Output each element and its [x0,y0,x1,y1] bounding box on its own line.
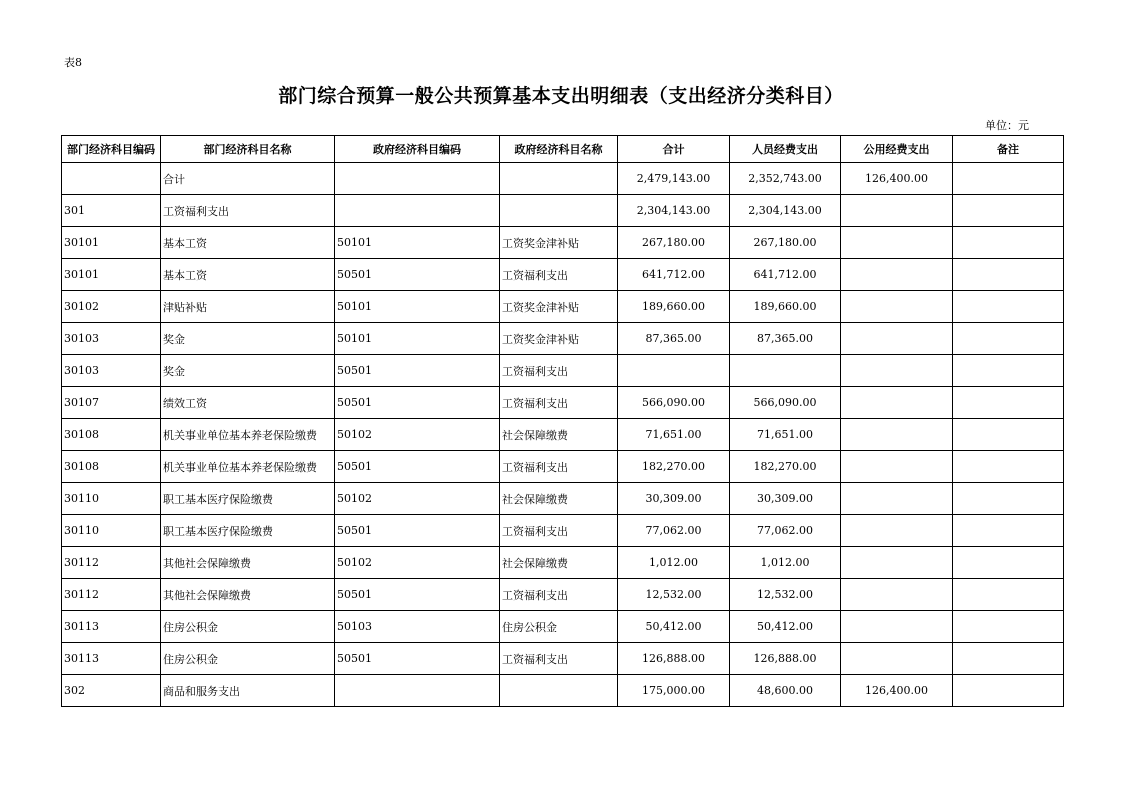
gov-name-cell: 工资福利支出 [500,643,618,675]
table-row [62,195,1064,227]
dept-name-cell: 其他社会保障缴费 [161,547,335,579]
note-cell [953,355,1064,387]
table-header-row [62,136,1064,163]
gov-name-cell: 住房公积金 [500,611,618,643]
gov-name-cell [500,163,618,195]
dept-name-cell: 合计 [161,163,335,195]
column-header: 人员经费支出 [730,136,841,163]
table-row [62,675,1064,707]
gov-code-cell: 50103 [335,611,500,643]
total-cell: 566,090.00 [618,387,730,419]
total-cell: 182,270.00 [618,451,730,483]
public-cell [841,355,953,387]
gov-code-cell: 50501 [335,451,500,483]
gov-code-cell: 50101 [335,323,500,355]
dept-code-cell: 301 [62,195,161,227]
personnel-cell: 30,309.00 [730,483,841,515]
dept-name-cell: 职工基本医疗保险缴费 [161,483,335,515]
total-cell: 30,309.00 [618,483,730,515]
column-header: 公用经费支出 [841,136,953,163]
note-cell [953,387,1064,419]
note-cell [953,227,1064,259]
total-cell: 77,062.00 [618,515,730,547]
public-cell [841,323,953,355]
budget-table [61,135,1064,707]
dept-code-cell: 30107 [62,387,161,419]
public-cell [841,419,953,451]
dept-name-cell: 其他社会保障缴费 [161,579,335,611]
gov-code-cell: 50501 [335,643,500,675]
table-row [62,643,1064,675]
gov-name-cell [500,675,618,707]
dept-name-cell: 基本工资 [161,227,335,259]
note-cell [953,515,1064,547]
gov-code-cell: 50501 [335,515,500,547]
dept-code-cell: 30101 [62,227,161,259]
personnel-cell [730,355,841,387]
public-cell [841,451,953,483]
gov-name-cell: 工资奖金津补贴 [500,291,618,323]
total-cell: 2,479,143.00 [618,163,730,195]
gov-name-cell: 工资福利支出 [500,387,618,419]
table-row [62,483,1064,515]
table-row [62,579,1064,611]
total-cell: 2,304,143.00 [618,195,730,227]
public-cell [841,227,953,259]
dept-code-cell: 30101 [62,259,161,291]
dept-code-cell: 30112 [62,579,161,611]
dept-name-cell: 绩效工资 [161,387,335,419]
table-row [62,323,1064,355]
note-cell [953,643,1064,675]
total-cell: 175,000.00 [618,675,730,707]
personnel-cell: 87,365.00 [730,323,841,355]
dept-code-cell: 30102 [62,291,161,323]
column-header: 政府经济科目名称 [500,136,618,163]
note-cell [953,259,1064,291]
dept-name-cell: 津贴补贴 [161,291,335,323]
total-cell: 50,412.00 [618,611,730,643]
total-cell: 641,712.00 [618,259,730,291]
note-cell [953,419,1064,451]
public-cell [841,259,953,291]
public-cell [841,195,953,227]
gov-name-cell [500,195,618,227]
note-cell [953,195,1064,227]
public-cell [841,579,953,611]
public-cell [841,547,953,579]
dept-code-cell: 30103 [62,355,161,387]
dept-code-cell [62,163,161,195]
total-cell: 87,365.00 [618,323,730,355]
note-cell [953,611,1064,643]
public-cell: 126,400.00 [841,163,953,195]
total-cell: 1,012.00 [618,547,730,579]
note-cell [953,163,1064,195]
gov-code-cell: 50501 [335,579,500,611]
gov-code-cell: 50102 [335,483,500,515]
personnel-cell: 189,660.00 [730,291,841,323]
dept-name-cell: 住房公积金 [161,643,335,675]
gov-name-cell: 工资福利支出 [500,259,618,291]
gov-name-cell: 工资福利支出 [500,579,618,611]
dept-code-cell: 30113 [62,611,161,643]
personnel-cell: 182,270.00 [730,451,841,483]
dept-code-cell: 30112 [62,547,161,579]
column-header: 部门经济科目名称 [161,136,335,163]
table-body [62,163,1064,707]
table-row [62,419,1064,451]
table-row [62,611,1064,643]
total-cell: 71,651.00 [618,419,730,451]
note-cell [953,451,1064,483]
personnel-cell: 267,180.00 [730,227,841,259]
column-header: 合计 [618,136,730,163]
table-row [62,163,1064,195]
personnel-cell: 641,712.00 [730,259,841,291]
note-cell [953,547,1064,579]
public-cell [841,483,953,515]
public-cell: 126,400.00 [841,675,953,707]
personnel-cell: 12,532.00 [730,579,841,611]
total-cell: 267,180.00 [618,227,730,259]
personnel-cell: 2,352,743.00 [730,163,841,195]
column-header: 部门经济科目编码 [62,136,161,163]
dept-name-cell: 奖金 [161,355,335,387]
public-cell [841,291,953,323]
total-cell: 12,532.00 [618,579,730,611]
personnel-cell: 126,888.00 [730,643,841,675]
gov-code-cell: 50102 [335,547,500,579]
dept-name-cell: 奖金 [161,323,335,355]
gov-code-cell: 50101 [335,291,500,323]
gov-code-cell: 50102 [335,419,500,451]
note-cell [953,291,1064,323]
public-cell [841,643,953,675]
public-cell [841,611,953,643]
gov-code-cell [335,675,500,707]
personnel-cell: 50,412.00 [730,611,841,643]
dept-code-cell: 30110 [62,483,161,515]
gov-name-cell: 工资福利支出 [500,355,618,387]
dept-code-cell: 302 [62,675,161,707]
column-header: 政府经济科目编码 [335,136,500,163]
dept-code-cell: 30103 [62,323,161,355]
gov-name-cell: 工资福利支出 [500,515,618,547]
table-row [62,547,1064,579]
personnel-cell: 77,062.00 [730,515,841,547]
note-cell [953,483,1064,515]
table-number: 表8 [64,56,82,69]
table-row [62,291,1064,323]
note-cell [953,323,1064,355]
dept-name-cell: 职工基本医疗保险缴费 [161,515,335,547]
gov-code-cell: 50501 [335,387,500,419]
unit-label: 单位：元 [985,119,1029,132]
gov-code-cell: 50101 [335,227,500,259]
table-row [62,387,1064,419]
total-cell: 189,660.00 [618,291,730,323]
public-cell [841,515,953,547]
gov-name-cell: 工资奖金津补贴 [500,323,618,355]
total-cell [618,355,730,387]
gov-code-cell: 50501 [335,259,500,291]
gov-name-cell: 社会保障缴费 [500,419,618,451]
table-row [62,515,1064,547]
personnel-cell: 566,090.00 [730,387,841,419]
dept-code-cell: 30113 [62,643,161,675]
dept-name-cell: 基本工资 [161,259,335,291]
public-cell [841,387,953,419]
gov-name-cell: 工资奖金津补贴 [500,227,618,259]
gov-code-cell [335,163,500,195]
gov-name-cell: 社会保障缴费 [500,483,618,515]
gov-name-cell: 社会保障缴费 [500,547,618,579]
gov-code-cell [335,195,500,227]
table-row [62,451,1064,483]
dept-name-cell: 商品和服务支出 [161,675,335,707]
dept-name-cell: 机关事业单位基本养老保险缴费 [161,419,335,451]
note-cell [953,675,1064,707]
column-header: 备注 [953,136,1064,163]
gov-name-cell: 工资福利支出 [500,451,618,483]
dept-code-cell: 30110 [62,515,161,547]
table-row [62,259,1064,291]
dept-name-cell: 机关事业单位基本养老保险缴费 [161,451,335,483]
total-cell: 126,888.00 [618,643,730,675]
personnel-cell: 2,304,143.00 [730,195,841,227]
note-cell [953,579,1064,611]
table-row [62,355,1064,387]
personnel-cell: 71,651.00 [730,419,841,451]
dept-code-cell: 30108 [62,419,161,451]
dept-code-cell: 30108 [62,451,161,483]
personnel-cell: 48,600.00 [730,675,841,707]
gov-code-cell: 50501 [335,355,500,387]
page-title: 部门综合预算一般公共预算基本支出明细表（支出经济分类科目） [278,85,844,107]
dept-name-cell: 住房公积金 [161,611,335,643]
dept-name-cell: 工资福利支出 [161,195,335,227]
table-row [62,227,1064,259]
personnel-cell: 1,012.00 [730,547,841,579]
